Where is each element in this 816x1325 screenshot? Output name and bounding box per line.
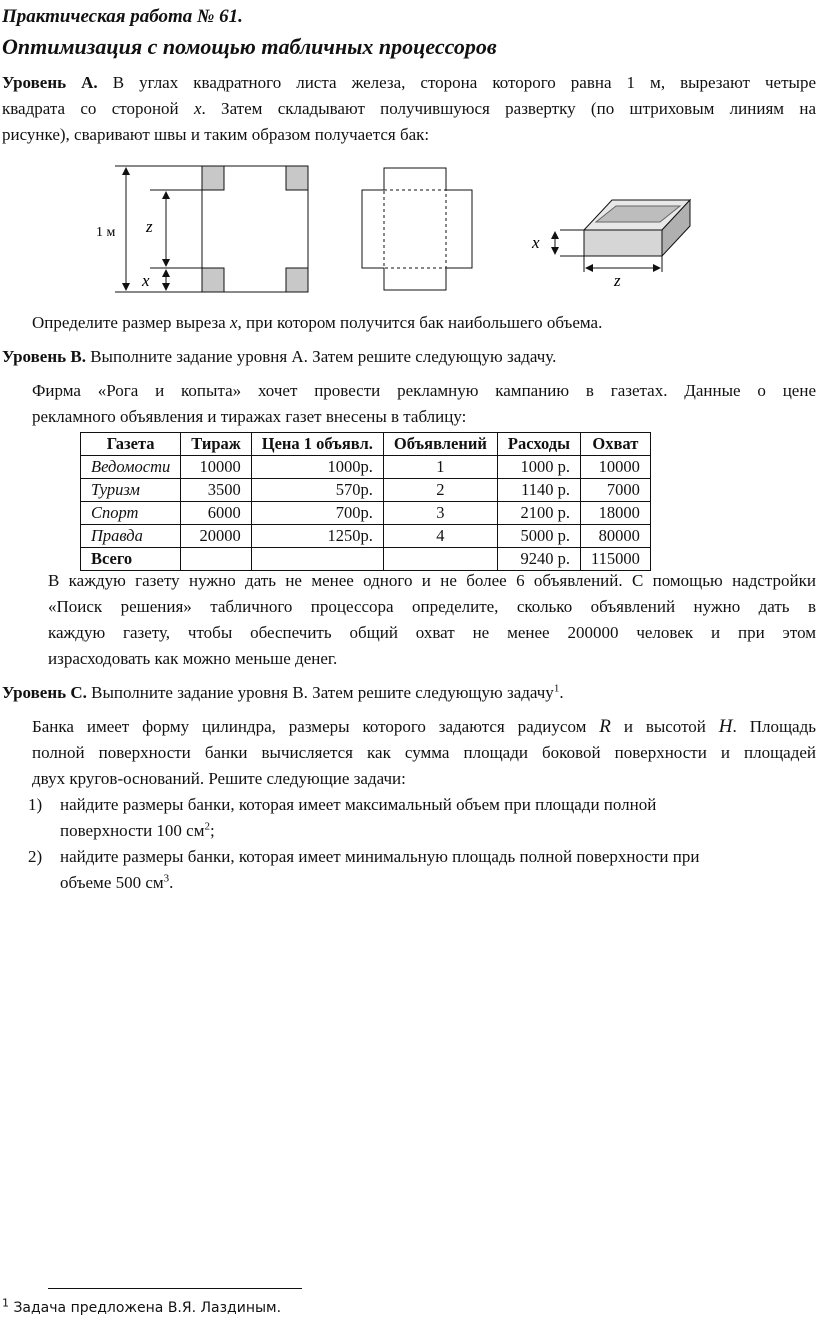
net-diagram xyxy=(362,168,472,290)
level-a-line2: квадрата со стороной x. Затем складывают получившуюся развертку (по штриховым линиям на xyxy=(2,99,816,118)
table-total-row: Всего 9240 р. 115000 xyxy=(81,548,651,571)
level-c-label: Уровень С. xyxy=(2,683,87,702)
level-a-section xyxy=(0,70,816,148)
page-subtitle: Оптимизация с помощью табличных процессоров xyxy=(2,34,497,59)
level-c-heading: Уровень С. Выполните задание уровня В. Затем решите следующую задачу$^1$. xyxy=(2,682,564,702)
table-row: Правда 20000 1250р. 4 5000 р. 80000 xyxy=(81,525,651,548)
col-circulation: Тираж xyxy=(181,433,252,456)
level-a-question: Определите размер выреза x, при котором получится бак наибольшего объема. xyxy=(32,313,603,332)
label-z-tank: z xyxy=(614,271,621,290)
label-1m: 1 м xyxy=(96,225,116,240)
col-price: Цена 1 объявл. xyxy=(251,433,383,456)
col-expenses: Расходы xyxy=(497,433,580,456)
level-b-heading: Уровень B. Выполните задание уровня А. Затем решите следующую задачу. xyxy=(2,347,557,366)
label-x-tank: x xyxy=(532,233,540,252)
col-ads: Объявлений xyxy=(383,433,497,456)
list-item: 1) найдите размеры банки, которая имеет максимальный объем при площади полной поверхности 100 $см^2$; xyxy=(28,795,657,840)
footnote-divider xyxy=(48,1288,302,1289)
level-a-label: Уровень А. xyxy=(2,73,98,92)
label-x-sheet: x xyxy=(142,271,150,290)
level-a-line3: рисунке), сваривают швы и таким образом получается бак: xyxy=(2,125,430,144)
table-header-row xyxy=(81,433,651,456)
ads-table xyxy=(80,432,651,571)
tasks-list xyxy=(0,792,816,896)
level-a-text: В углах квадратного листа железа, сторона которого равна 1 м, вырезают четыре xyxy=(112,73,816,92)
sheet-diagram xyxy=(96,166,308,292)
label-z-sheet: z xyxy=(146,217,153,236)
bank-paragraph: Банка имеет форму цилиндра, размеры которого задаются радиусом R и высотой H. Площадь полной поверхности банки вычисляется как сумма площади боковой поверхности и площадей двух кругов-оснований. Решите следующие задачи: xyxy=(32,716,816,788)
footnote-ref[interactable]: 1 xyxy=(553,682,560,695)
table-row: Туризм 3500 570р. 2 1140 р. 7000 xyxy=(81,479,651,502)
footnote: $^1$ Задача предложена В.Я. Лаздиным. xyxy=(2,1296,282,1316)
col-reach: Охват xyxy=(580,433,650,456)
col-newspaper: Газета xyxy=(81,433,181,456)
page-title: Практическая работа № 61. xyxy=(2,6,243,27)
list-item: 2) найдите размеры банки, которая имеет минимальную площадь полной поверхности при объеме 500 $см^3$. xyxy=(28,847,700,892)
conditions-paragraph: В каждую газету нужно дать не менее одного и не более 6 объявлений. С помощью надстройки «Поиск решения» табличного процессора определите, сколько объявлений нужно дать в каждую газету, чтобы обеспечить общий охват не менее 200000 человек и при этом израсходовать как можно меньше денег. xyxy=(48,571,816,668)
table-row: Ведомости 10000 1000р. 1 1000 р. 10000 xyxy=(81,456,651,479)
level-a-line1 xyxy=(0,70,816,96)
firm-paragraph: Фирма «Рога и копыта» хочет провести рекламную кампанию в газетах. Данные о цене рекламного объявления и тиражах газет внесены в таблицу: xyxy=(32,381,816,426)
table-row: Спорт 6000 700р. 3 2100 р. 18000 xyxy=(81,502,651,525)
tank-figure xyxy=(0,160,816,300)
level-b-label: Уровень B. xyxy=(2,347,86,366)
tank-3d-diagram xyxy=(531,200,690,290)
